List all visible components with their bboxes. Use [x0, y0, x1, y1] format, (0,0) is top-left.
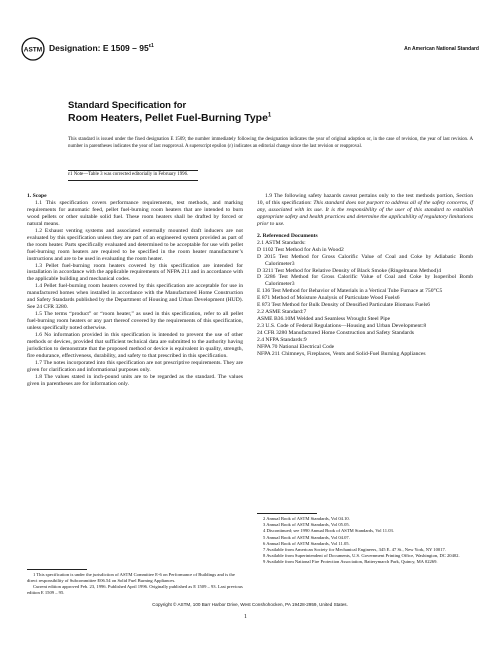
publisher-label: An American National Standard [404, 46, 479, 52]
reference-item: ASME B36.10M Welded and Seamless Wrought Steel Pipe [257, 316, 391, 323]
paragraph: 1.8 The values stated in inch-pound units are to be regarded as the standard. The values given in parentheses are for information only. [27, 373, 243, 387]
reference-item: D 2015 Test Method for Gross Calorific Value of Coal and Coke by Adiabatic Bomb Calorimeter3 [257, 253, 473, 267]
right-column [257, 193, 473, 358]
title-line-1: Standard Specification for [68, 100, 187, 111]
astm-logo [21, 37, 45, 61]
reference-item: E 873 Test Method for Bulk Density of Densified Particulate Biomass Fuels6 [257, 302, 431, 309]
designation-intro: This standard is issued under the fixed designation E 1509; the number immediately following the designation indicates the year of original adoption or, in the case of revision, the year of last revision. A number in parentheses indicates the year of last reapproval. A superscript epsilon (ε) indicates an editorial change since the last revision or reapproval. [68, 137, 473, 149]
editorial-note: ε1 Note—Table 3 was corrected editorially in February 1996. [68, 172, 189, 177]
reference-item: 24 CFR 3280 Manufactured Home Construction and Safety Standards [257, 330, 414, 337]
footnote: 5 Annual Book of ASTM Standards, Vol 04.07. [263, 534, 350, 540]
footnote: 2 Annual Book of ASTM Standards, Vol 04.10. [263, 516, 350, 521]
reference-item: E 871 Method of Moisture Analysis of Particulate Wood Fuels6 [257, 295, 400, 302]
footnote: 3 Annual Book of ASTM Standards, Vol 05.05. [263, 522, 350, 528]
paragraph: 1.3 Pellet fuel-burning room heaters covered by this specification are intended for installation in accordance with the applicable requirements of NFPA 211 and in accordance with the applicable building and mechanical codes. [27, 262, 243, 283]
paragraph: 1.4 Pellet fuel-burning room heaters covered by this specification are acceptable for use in manufactured homes when installed in accordance with the Manufactured Home Construction and Safety Standards published by the Department of Housing and Urban Development (HUD). See 24 CFR 3280. [27, 283, 243, 311]
footnote: 4 Discontinued; see 1990 Annual Book of ASTM Standards, Vol 11.03. [263, 528, 394, 534]
left-footnotes [27, 572, 243, 596]
svg-text:ASTM: ASTM [23, 46, 43, 54]
footnote: 1 This specification is under the jurisdiction of ASTM Committee E-6 on Performance of Buildings and is the direct responsibility of Subcommittee E06.54 on Solid Fuel Burning Appliances. [27, 572, 235, 583]
reference-item: D 3286 Test Method for Gross Calorific Value of Coal and Coke by Isoperibol Bomb Calorimeter3 [257, 274, 473, 288]
footnote: 8 Available from Superintendent of Documents, U.S. Government Printing Office, Washington, DC 20402. [263, 553, 460, 559]
divider [68, 180, 198, 181]
left-column [27, 193, 243, 388]
paragraph: 1.7 The notes incorporated into this specification are not prescriptive requirements. They are given for clarification and informational purposes only. [27, 359, 243, 373]
section-heading-scope: 1. Scope [27, 193, 47, 199]
divider [68, 170, 198, 171]
reference-item: D 1102 Test Method for Ash in Wood2 [257, 246, 344, 253]
paragraph: 1.5 The terms “product” or “room heater,” as used in this specification, refer to all pellet fuel-burning room heaters or any part thereof covered by the requirements of this specification, unless specifically noted otherwise. [27, 311, 243, 332]
reference-item: NFPA 70 National Electrical Code [257, 344, 335, 351]
title-line-2: Room Heaters, Pellet Fuel-Burning Type$^1$ [68, 112, 272, 124]
footnote: 7 Available from American Society for Mechanical Engineers, 345 E. 47 St., New York, NY 10017. [263, 547, 446, 553]
reference-item: NFPA 211 Chimneys, Fireplaces, Vents and Solid-Fuel Burning Appliances [257, 350, 426, 357]
reference-item: D 3211 Test Method for Relative Density of Black Smoke (Ringelmann Method)4 [257, 267, 442, 274]
paragraph: 1.6 No information provided in this specification is intended to prevent the use of other methods or devices, provided that sufficient technical data are submitted to the authority having jurisdiction to demonstrate that the proposed method or device is equivalent in quality, strength, fire endurance, effectiveness, durability, and safety to that prescribed in this specification. [27, 332, 243, 359]
paragraph: 1.9 The following safety hazards caveat pertains only to the test methods portion, Section 10, of this specification: This standard does not purport to address all of the safety concerns, if any, associated with its use. It is the responsibility of the user of this standard to establish appropriate safety and health practices and determine the applicability of regulatory limitations prior to use. [257, 193, 473, 227]
footnote: 9 Available from National Fire Protection Association, Batterymarch Park, Quincy, MA 02269. [263, 559, 438, 565]
right-footnotes [257, 516, 473, 566]
footnote: Current edition approved Feb. 23, 1996. Published April 1996. Originally published as E 1509 – 93. Last previous edition E 1509 – 95. [27, 583, 243, 595]
section-heading-referenced-documents: 2. Referenced Documents [257, 232, 318, 239]
designation: Designation: E $1509 - 95^{\varepsilon 1}$ [49, 43, 154, 53]
reference-item: 2.1 ASTM Standards: [257, 239, 306, 246]
reference-item: E 136 Test Method for Behavior of Materials in a Vertical Tube Furnace at 750°C5 [257, 288, 443, 295]
paragraph: 1.1 This specification covers performance requirements, test methods, and marking requirements for automatic feed, pellet fuel-burning room heaters that are intended to burn wood pellets or other suitable solid fuel. These room heaters shall be drafted by forced or natural means. [27, 199, 243, 227]
footnote: 6 Annual Book of ASTM Standards, Vol 11.05. [263, 540, 350, 546]
paragraph: 1.2 Exhaust venting systems and associated externally mounted draft inducers are not evaluated by this specification unless they are part of an engineered system provided as part of the room heater. Parts specifically evaluated and determined to be acceptable for use with pellet fuel-burning room heaters are required to be specified in the room heater manufacturer’s instructions and are to be used in evaluating the room heater. [27, 227, 243, 262]
reference-item: 2.4 NFPA Standards:9 [257, 337, 307, 344]
footnote-divider [257, 513, 317, 514]
reference-item: 2.3 U.S. Code of Federal Regulations—Housing and Urban Development:8 [257, 323, 427, 330]
footnote-divider [27, 569, 87, 570]
page-number: 1 [244, 614, 247, 620]
copyright-footer: Copyright © ASTM, 100 Barr Harbor Drive, West Conshohocken, PA 19428-2959, United States. [152, 602, 348, 607]
reference-item: 2.2 ASME Standard:7 [257, 309, 307, 316]
